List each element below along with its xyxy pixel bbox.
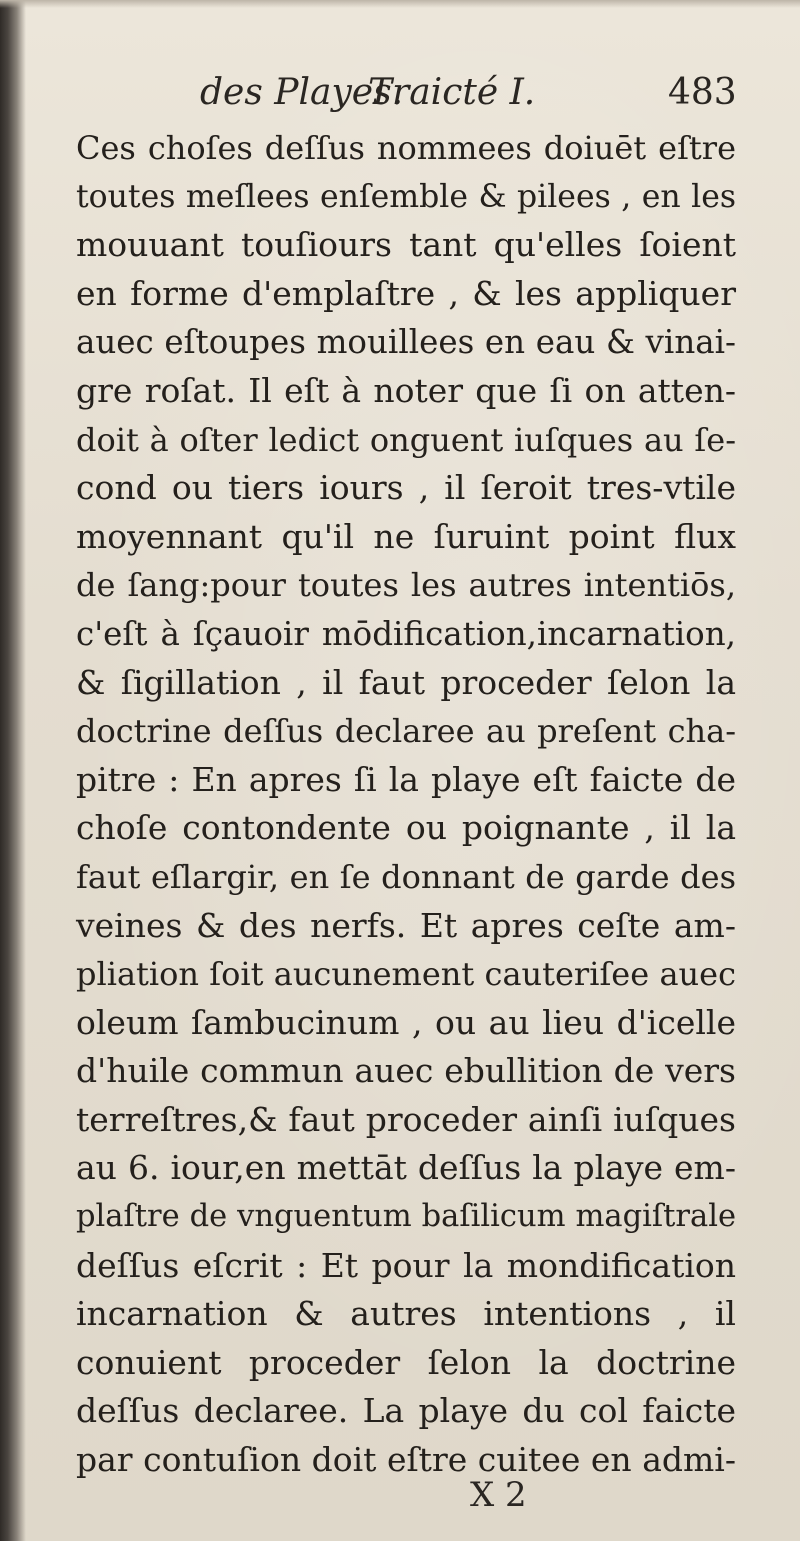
text-line: terreſtres,& faut proceder ainſi iuſques	[76, 1099, 736, 1139]
text-line: incarnation & autres intentions , il	[76, 1294, 736, 1334]
text-line: doit à oſter ledict onguent iuſques au ſe-	[76, 420, 736, 459]
text-line: & ſigillation , il faut proceder ſelon la	[76, 662, 736, 702]
text-line: cond ou tiers iours , il ſeroit tres-vtile	[76, 468, 736, 508]
text-line: veines & des nerfs. Et apres ceſte am-	[76, 905, 736, 945]
text-line: doctrine deſſus declaree au preſent cha-	[76, 712, 736, 751]
body-text	[76, 124, 736, 1485]
text-line: toutes meſlees enſemble & pilees , en les	[76, 178, 736, 215]
text-line: mouuant touſiours tant qu'elles ſoient	[76, 225, 736, 265]
text-line: conuient proceder ſelon la doctrine	[76, 1342, 736, 1382]
page-number: 483	[668, 72, 737, 113]
text-line: plaſtre de vnguentum baſilicum magiſtrale	[76, 1199, 736, 1235]
text-line: oleum ſambucinum , ou au lieu d'icelle	[76, 1002, 736, 1042]
top-edge	[0, 0, 800, 8]
text-line: auec eſtoupes mouillees en eau & vinai-	[76, 323, 736, 362]
text-line: pliation ſoit aucunement cauteriſee auec	[76, 955, 736, 994]
text-line: choſe contondente ou poignante , il la	[76, 808, 736, 848]
text-line: Ces choſes deſſus nommees doiuēt eſtre	[76, 129, 736, 167]
text-line: par contuſion doit eſtre cuitee en admi-	[76, 1440, 736, 1480]
running-head-title: des Playes.	[200, 72, 404, 113]
text-line: au 6. iour,en mettāt deſſus la playe em-	[76, 1148, 736, 1188]
signature-mark: X 2	[470, 1475, 527, 1515]
binding-edge	[0, 0, 26, 1541]
text-line: d'huile commun auec ebullition de vers	[76, 1051, 736, 1091]
text-line: pitre : En apres ſi la playe eſt faicte de	[76, 759, 736, 799]
text-line: c'eſt à ſçauoir mōdification,incarnation,	[76, 614, 736, 653]
text-line: en forme d'emplaſtre , & les appliquer	[76, 273, 736, 313]
running-head-treatise: Traicté I.	[368, 72, 536, 113]
text-line: faut eſlargir, en ſe donnant de garde des	[76, 857, 736, 896]
text-line: deſſus eſcrit : Et pour la mondification	[76, 1245, 736, 1285]
text-line: moyennant qu'il ne ſuruint point flux	[76, 516, 736, 556]
running-head	[0, 72, 800, 122]
text-line: deſſus declaree. La playe du col faicte	[76, 1391, 736, 1431]
text-line: gre roſat. Il eſt à noter que ſi on atten-	[76, 370, 736, 410]
text-line: de ſang:pour toutes les autres intentiōs,	[76, 566, 736, 605]
